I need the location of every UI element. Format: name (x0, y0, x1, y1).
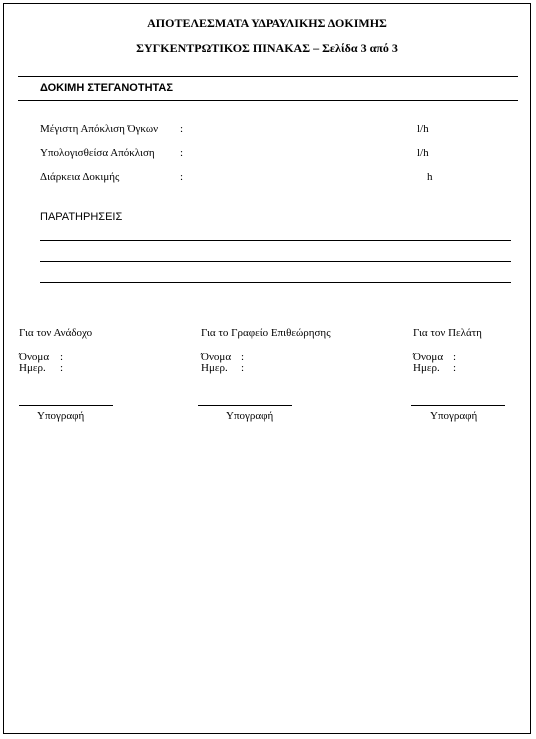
signatory-party: Για τον Πελάτη (413, 327, 482, 339)
field-label: Υπολογισθείσα Απόκλιση (40, 147, 155, 159)
field-unit: l/h (417, 123, 429, 135)
remarks-label: ΠΑΡΑΤΗΡΗΣΕΙΣ (40, 211, 123, 223)
signature-line (19, 405, 113, 406)
field-label: Διάρκεια Δοκιμής (40, 171, 120, 183)
signature-line (411, 405, 505, 406)
section-bottom-rule (18, 100, 518, 101)
name-colon: : (60, 351, 64, 363)
name-label: Όνομα (413, 351, 444, 363)
field-label: Μέγιστη Απόκλιση Όγκων (40, 123, 159, 135)
section-title: ΔΟΚΙΜΗ ΣΤΕΓΑΝΟΤΗΤΑΣ (40, 82, 173, 94)
signature-label: Υπογραφή (37, 410, 85, 422)
remarks-line-2 (40, 261, 511, 262)
document-subtitle: ΣΥΓΚΕΝΤΡΩΤΙΚΟΣ ΠΙΝΑΚΑΣ – Σελίδα 3 από 3 (136, 41, 398, 55)
remarks-line-3 (40, 282, 511, 283)
date-label: Ημερ. (19, 362, 46, 374)
date-label: Ημερ. (201, 362, 228, 374)
field-unit: l/h (417, 147, 429, 159)
date-colon: : (60, 362, 64, 374)
name-colon: : (453, 351, 457, 363)
document-title: ΑΠΟΤΕΛΕΣΜΑΤΑ ΥΔΡΑΥΛΙΚΗΣ ΔΟΚΙΜΗΣ (147, 16, 387, 30)
field-colon: : (180, 171, 184, 183)
date-label: Ημερ. (413, 362, 440, 374)
date-colon: : (241, 362, 245, 374)
name-label: Όνομα (19, 351, 50, 363)
field-colon: : (180, 123, 184, 135)
section-top-rule (18, 76, 518, 77)
name-label: Όνομα (201, 351, 232, 363)
signature-label: Υπογραφή (430, 410, 478, 422)
date-colon: : (453, 362, 457, 374)
signature-label: Υπογραφή (226, 410, 274, 422)
name-colon: : (241, 351, 245, 363)
document-page (3, 3, 531, 734)
field-colon: : (180, 147, 184, 159)
field-unit: h (427, 171, 433, 183)
signatory-party: Για τον Ανάδοχο (19, 327, 93, 339)
signature-line (198, 405, 292, 406)
signatory-party: Για το Γραφείο Επιθεώρησης (201, 327, 331, 339)
remarks-line-1 (40, 240, 511, 241)
